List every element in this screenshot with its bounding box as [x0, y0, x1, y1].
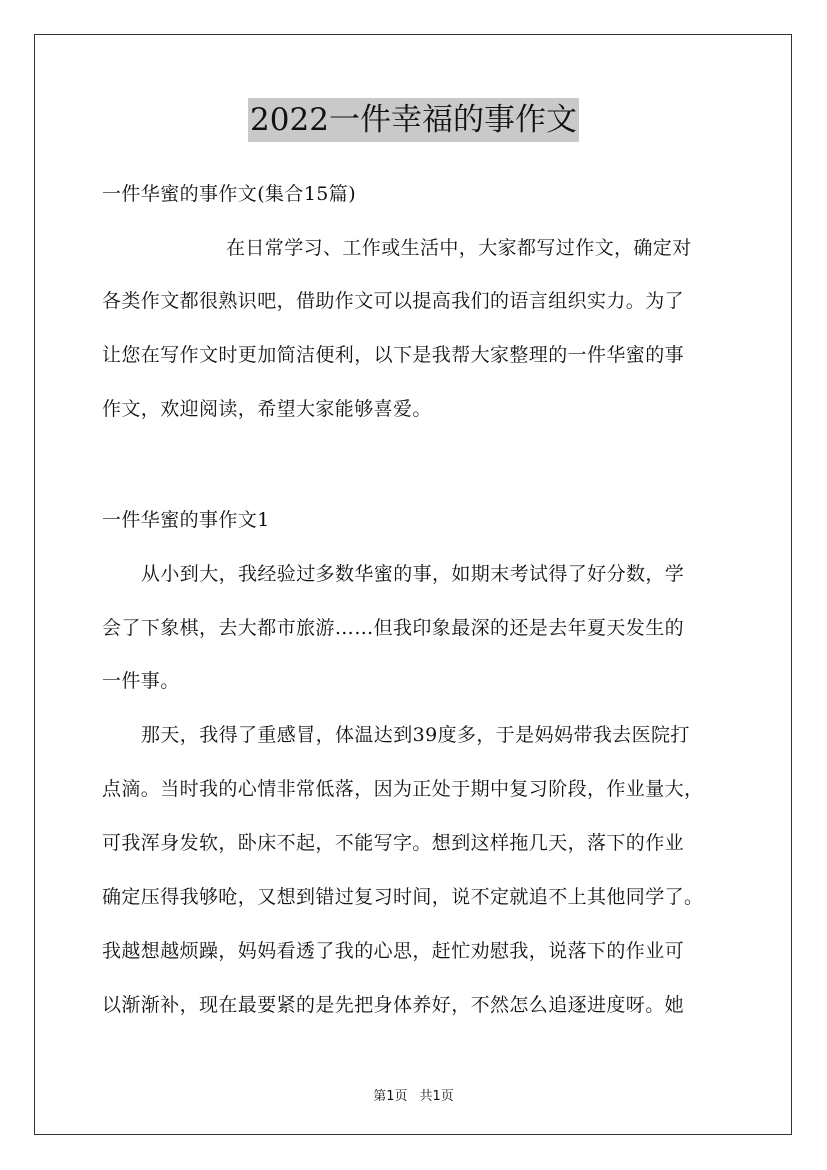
title-wrap [0, 98, 827, 142]
paragraph1-line-1: 从小到大，我经验过多数华蜜的事，如期末考试得了好分数，学 [141, 563, 685, 585]
paragraph2-line-2: 点滴。当时我的心情非常低落，因为正处于期中复习阶段，作业量大， [102, 778, 704, 800]
page-footer [0, 1085, 827, 1104]
paragraph2-line-3: 可我浑身发软，卧床不起，不能写字。想到这样拖几天，落下的作业 [102, 832, 685, 854]
intro-line-3: 让您在写作文时更加简洁便利，以下是我帮大家整理的一件华蜜的事 [102, 344, 685, 366]
document-subtitle: 一件华蜜的事作文(集合15篇) [102, 183, 357, 205]
paragraph2-line-5: 我越想越烦躁，妈妈看透了我的心思，赶忙劝慰我，说落下的作业可 [102, 940, 685, 962]
paragraph1-line-3: 一件事。 [102, 670, 180, 692]
intro-line-4: 作文，欢迎阅读，希望大家能够喜爱。 [102, 398, 432, 420]
intro-line-2: 各类作文都很熟识吧，借助作文可以提高我们的语言组织实力。为了 [102, 290, 685, 312]
section-heading: 一件华蜜的事作文1 [102, 509, 270, 531]
intro-line-1: 在日常学习、工作或生活中，大家都写过作文，确定对 [226, 237, 692, 259]
page-total: 共1页 [419, 1089, 454, 1104]
document-title: 2022一件幸福的事作文 [248, 98, 579, 142]
paragraph2-line-6: 以渐渐补，现在最要紧的是先把身体养好，不然怎么追逐进度呀。她 [102, 994, 685, 1016]
page-number: 第1页 [373, 1089, 408, 1104]
paragraph2-line-1: 那天，我得了重感冒，体温达到39度多，于是妈妈带我去医院打 [141, 724, 690, 746]
paragraph2-line-4: 确定压得我够呛，又想到错过复习时间，说不定就追不上其他同学了。 [102, 886, 704, 908]
paragraph1-line-2: 会了下象棋，去大都市旅游……但我印象最深的还是去年夏天发生的 [102, 617, 685, 639]
